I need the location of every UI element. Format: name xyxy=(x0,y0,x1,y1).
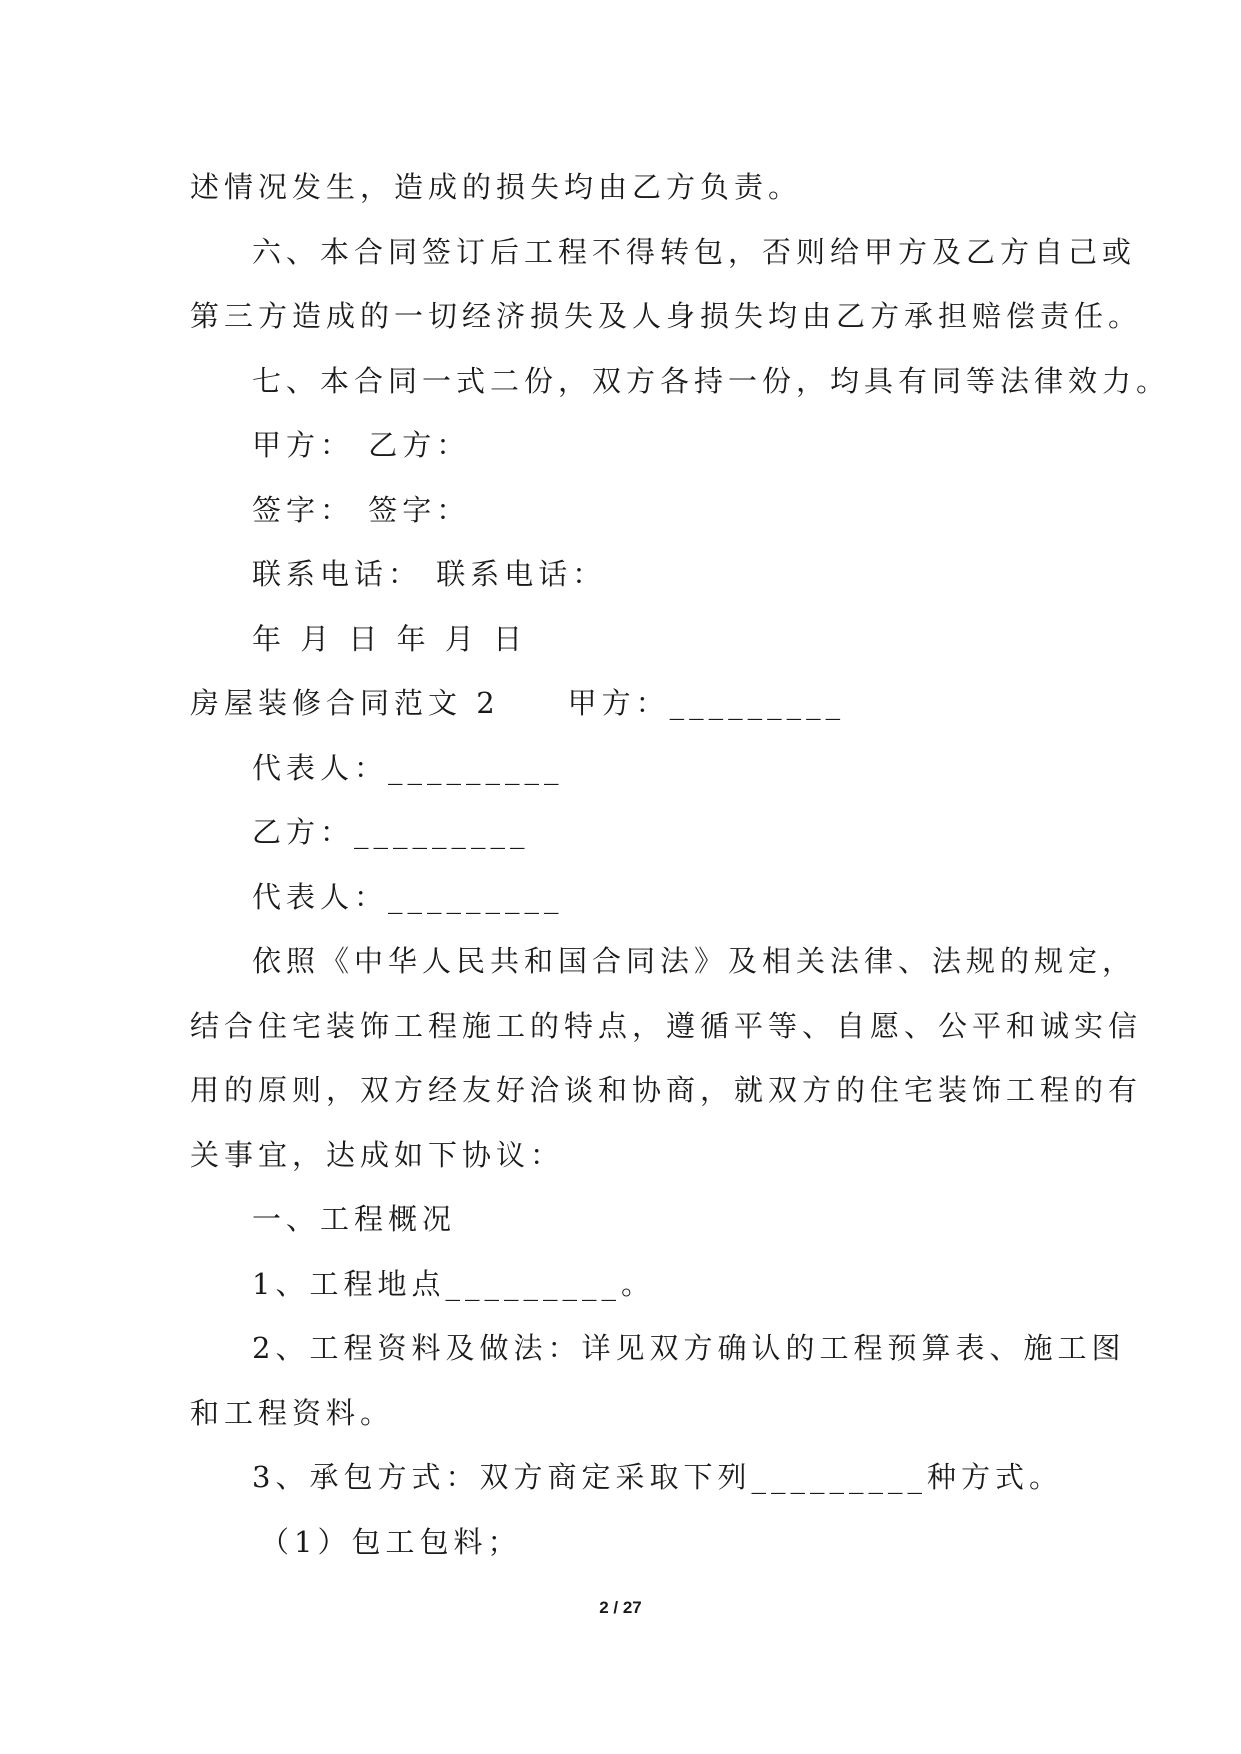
section-title-line xyxy=(190,671,1060,736)
paragraph-line: 依照《中华人民共和国合同法》及相关法律、法规的规定， xyxy=(252,944,1137,978)
paragraph-line: 六、本合同签订后工程不得转包，否则给甲方及乙方自己或 xyxy=(252,234,1137,269)
paragraph-line: 七、本合同一式二份，双方各持一份，均具有同等法律效力。 xyxy=(252,363,1171,398)
party-a-field: 甲方：_________ xyxy=(567,686,846,720)
representative-line: 代表人：_________ xyxy=(252,750,564,785)
paragraph-line: 结合住宅装饰工程施工的特点，遵循平等、自愿、公平和诚实信 xyxy=(190,1008,1143,1043)
document-body xyxy=(190,155,1171,1574)
paragraph-line: 用的原则，双方经友好洽谈和协商，就双方的住宅装饰工程的有 xyxy=(190,1073,1143,1107)
signature-phone-line: 联系电话： 联系电话： xyxy=(252,557,607,591)
paragraph-line: 关事宜，达成如下协议： xyxy=(190,1137,565,1172)
list-item: （1）包工包料； xyxy=(260,1524,522,1559)
paragraph-line: 述情况发生，造成的损失均由乙方负责。 xyxy=(190,170,803,204)
heading-project-overview: 一、工程概况 xyxy=(252,1202,457,1236)
list-item: 1、工程地点_________。 xyxy=(252,1266,655,1301)
representative-line: 代表人：_________ xyxy=(252,879,564,914)
signature-party-line: 甲方： 乙方： xyxy=(252,428,471,462)
list-item: 3、承包方式：双方商定采取下列_________种方式。 xyxy=(252,1460,1063,1494)
section-title: 房屋装修合同范文 2 xyxy=(190,686,500,720)
list-item: 2、工程资料及做法：详见双方确认的工程预算表、施工图 xyxy=(252,1331,1126,1365)
paragraph-line: 第三方造成的一切经济损失及人身损失均由乙方承担赔偿责任。 xyxy=(190,299,1143,333)
party-b-line: 乙方：_________ xyxy=(252,815,530,849)
page-number: 2 / 27 xyxy=(599,1598,642,1617)
signature-sign-line: 签字： 签字： xyxy=(252,492,471,527)
paragraph-line: 和工程资料。 xyxy=(190,1395,395,1430)
signature-date-line: 年 月 日 年 月 日 xyxy=(252,621,528,656)
